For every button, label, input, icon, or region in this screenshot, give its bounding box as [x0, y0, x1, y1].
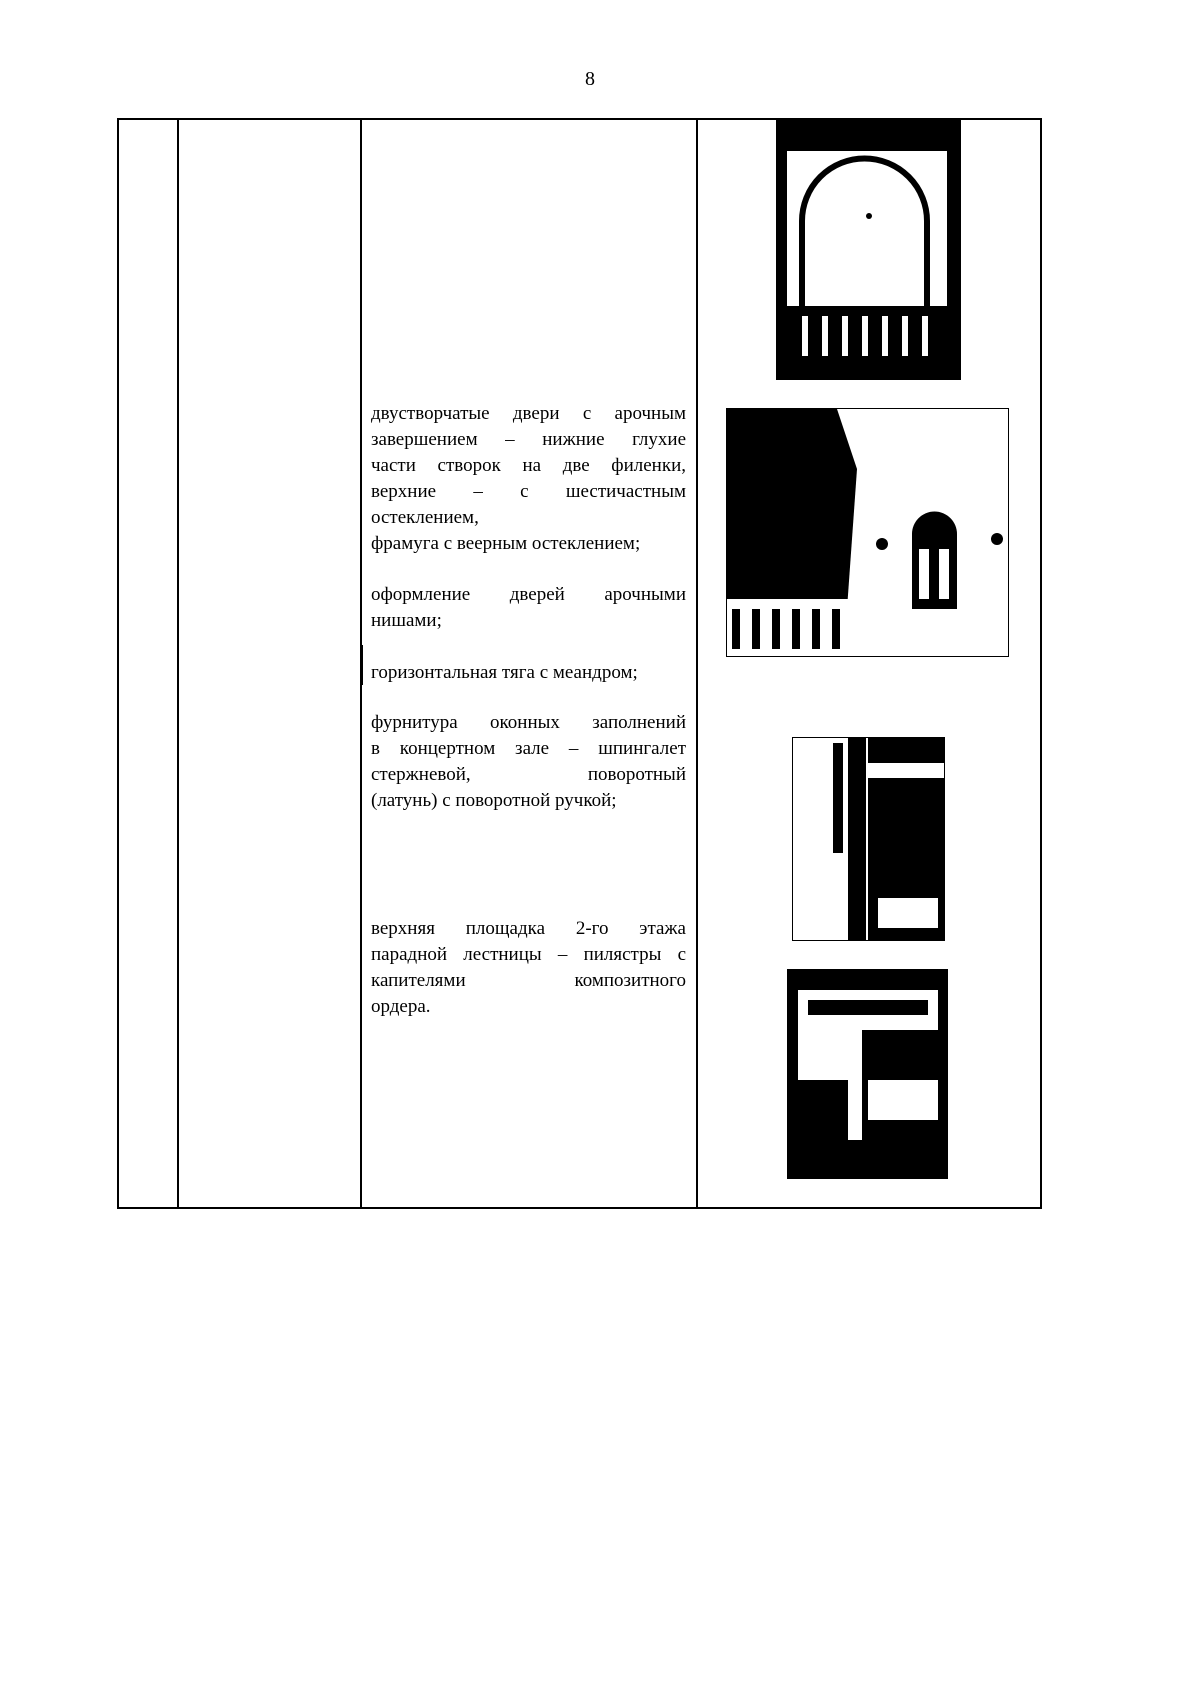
- text-line: фрамуга с веерным остеклением;: [371, 533, 641, 554]
- text-line: нишами;: [371, 610, 442, 631]
- description-fittings: [371, 710, 686, 814]
- description-doors: [371, 401, 686, 557]
- photo-arched-niche: [776, 120, 961, 380]
- description-pilasters: [371, 916, 686, 1020]
- column-divider: [696, 118, 698, 1209]
- text-line: оформление дверей арочными: [371, 584, 686, 605]
- column-divider: [177, 118, 179, 1209]
- table-border-right: [1040, 118, 1042, 1209]
- table-border-left: [117, 118, 119, 1209]
- photo-hall-doors: [726, 408, 1009, 657]
- text-line: остеклением,: [371, 507, 479, 528]
- text-line: стержневой, поворотный: [371, 764, 686, 785]
- page-number: 8: [585, 68, 595, 90]
- photo-pilaster-capitals: [787, 969, 948, 1179]
- text-line: верхние – с шестичастным: [371, 481, 686, 502]
- table-border-bottom: [117, 1207, 1042, 1209]
- text-line: ордера.: [371, 996, 431, 1017]
- text-line: горизонтальная тяга с меандром;: [371, 662, 638, 683]
- text-line: в концертном зале – шпингалет: [371, 738, 686, 759]
- text-line: завершением – нижние глухие: [371, 429, 686, 450]
- text-line: двустворчатые двери с арочным: [371, 403, 686, 424]
- text-line: парадной лестницы – пилястры с: [371, 944, 686, 965]
- text-line: верхняя площадка 2-го этажа: [371, 918, 686, 939]
- text-line: фурнитура оконных заполнений: [371, 712, 686, 733]
- text-line: части створок на две филенки,: [371, 455, 686, 476]
- text-line: (латунь) с поворотной ручкой;: [371, 790, 617, 811]
- revision-mark: [360, 645, 363, 685]
- text-line: капителями композитного: [371, 970, 686, 991]
- description-meander: [371, 660, 686, 686]
- photo-window-latch: [792, 737, 945, 941]
- description-niches: [371, 582, 686, 634]
